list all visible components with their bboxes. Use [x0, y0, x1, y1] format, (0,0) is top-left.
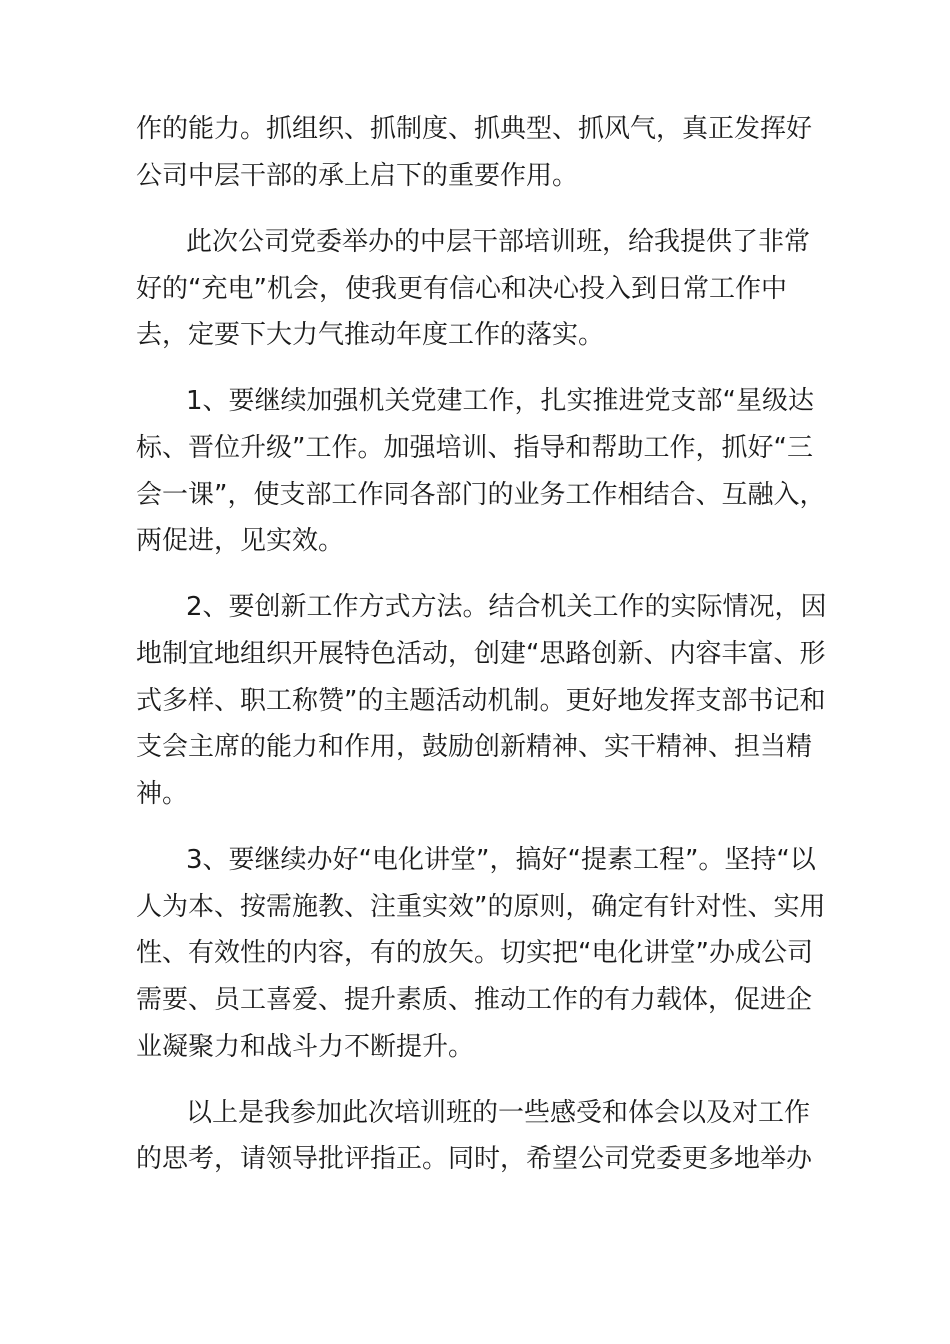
paragraph-line: 去，定要下大力气推动年度工作的落实。 [136, 320, 605, 350]
paragraph-line: 性、有效性的内容，有的放矢。切实把“电化讲堂”办成公司 [136, 938, 813, 968]
paragraph-line: 以上是我参加此次培训班的一些感受和体会以及对工作 [186, 1098, 811, 1128]
paragraph-line: 作的能力。抓组织、抓制度、抓典型、抓风气，真正发挥好 [136, 114, 813, 144]
paragraph-line: 的思考，请领导批评指正。同时，希望公司党委更多地举办 [136, 1144, 813, 1174]
paragraph-line: 好的“充电”机会，使我更有信心和决心投入到日常工作中 [136, 274, 787, 304]
paragraph-line: 需要、员工喜爱、提升素质、推动工作的有力载体，促进企 [136, 985, 813, 1015]
paragraph-line: 标、晋位升级”工作。加强培训、指导和帮助工作，抓好“三 [136, 433, 813, 463]
paragraph-line: 此次公司党委举办的中层干部培训班，给我提供了非常 [186, 227, 811, 257]
paragraph-line: 会一课”，使支部工作同各部门的业务工作相结合、互融入， [136, 480, 826, 510]
paragraph-line: 公司中层干部的承上启下的重要作用。 [136, 161, 579, 191]
paragraph-line: 式多样、职工称赞”的主题活动机制。更好地发挥支部书记和 [136, 686, 826, 716]
paragraph-line: 3、要继续办好“电化讲堂”，搞好“提素工程”。坚持“以 [186, 845, 816, 875]
paragraph-line: 1、要继续加强机关党建工作，扎实推进党支部“星级达 [186, 386, 815, 416]
paragraph-line: 支会主席的能力和作用，鼓励创新精神、实干精神、担当精 [136, 732, 813, 762]
paragraph-line: 2、要创新工作方式方法。结合机关工作的实际情况，因 [186, 592, 827, 622]
paragraph-line: 人为本、按需施教、注重实效”的原则，确定有针对性、实用 [136, 892, 826, 922]
paragraph-line: 业凝聚力和战斗力不断提升。 [136, 1032, 475, 1062]
paragraph-line: 神。 [136, 779, 189, 809]
paragraph-line: 两促进，见实效。 [136, 526, 345, 556]
paragraph-line: 地制宜地组织开展特色活动，创建“思路创新、内容丰富、形 [136, 639, 826, 669]
